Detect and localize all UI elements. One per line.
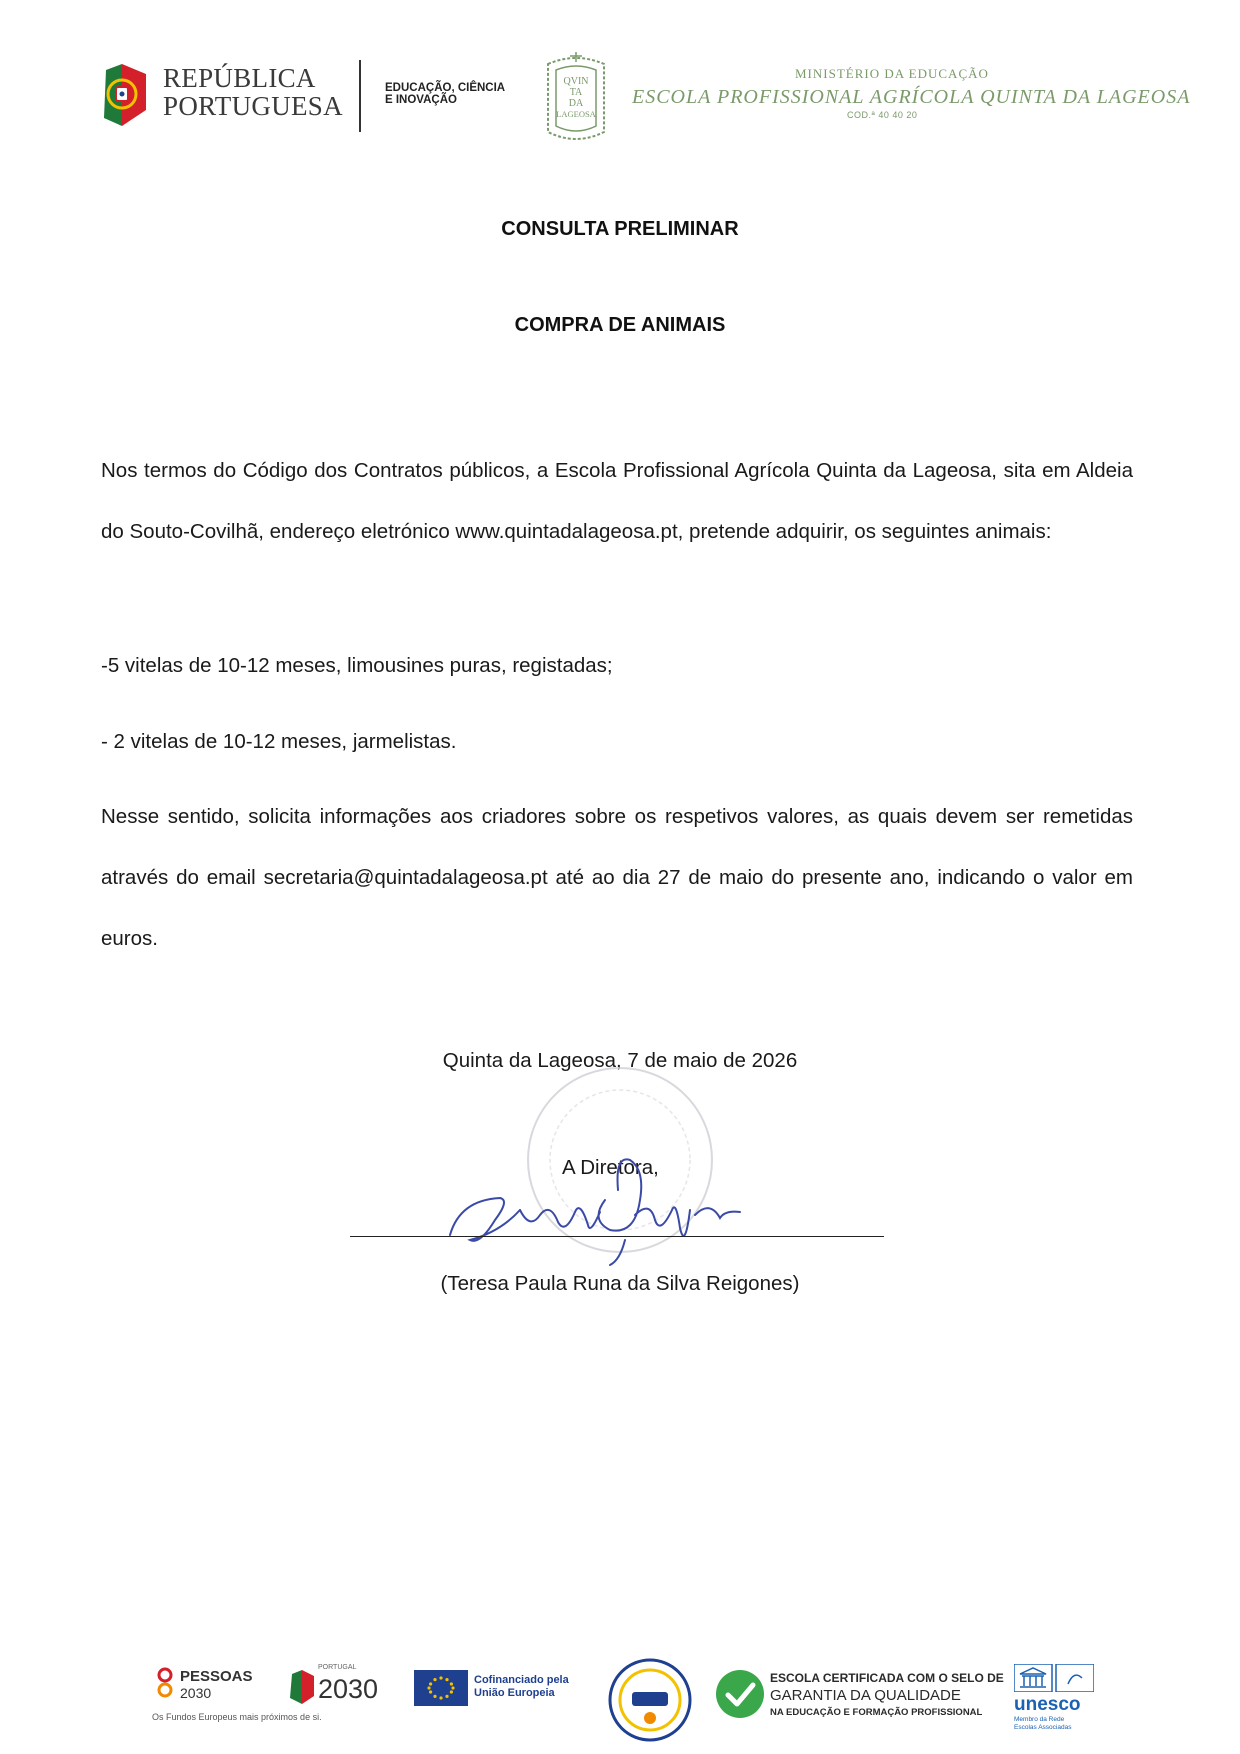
- eu-cofinancing: [474, 1674, 569, 1700]
- quality-check-icon: [714, 1668, 766, 1720]
- header-divider: [359, 60, 361, 132]
- seal-text-1: QVIN: [563, 76, 589, 87]
- ministry-area-line2: E INOVAÇÃO: [385, 94, 457, 106]
- handwritten-signature-icon: [440, 1140, 800, 1270]
- unesco-network: [1014, 1716, 1071, 1732]
- signature-line: [350, 1236, 884, 1237]
- unesco-name: unesco: [1014, 1694, 1081, 1715]
- school-code: COD.ª 40 40 20: [847, 110, 918, 120]
- construcao-badge-icon: [608, 1658, 692, 1742]
- document-subtitle: COMPRA DE ANIMAIS: [514, 314, 726, 336]
- republica-portuguesa-emblem-icon: [100, 60, 152, 130]
- signer-role: A Diretora,: [562, 1156, 659, 1179]
- unesco-network-line1: Membro da Rede: [1014, 1716, 1065, 1723]
- seal-text-3: DA: [568, 98, 584, 109]
- eu-cofinancing-line2: União Europeia: [474, 1687, 555, 1699]
- school-name: ESCOLA PROFISSIONAL AGRÍCOLA QUINTA DA LAGEOSA: [632, 86, 1191, 108]
- eu-flag-icon: [414, 1670, 468, 1706]
- signer-name: (Teresa Paula Runa da Silva Reigones): [440, 1272, 800, 1295]
- government-name-line1: REPÚBLICA: [163, 63, 316, 93]
- government-name: [163, 64, 343, 120]
- unesco-temple-icon: [1014, 1664, 1094, 1692]
- ministry-area-line1: EDUCAÇÃO, CIÊNCIA: [385, 82, 506, 94]
- seal-text-2: TA: [569, 87, 583, 98]
- unesco-network-line2: Escolas Associadas: [1014, 1724, 1072, 1731]
- item-limousine: -5 vitelas de 10-12 meses, limousines puras, registadas;: [101, 654, 613, 677]
- document-title: CONSULTA PRELIMINAR: [501, 218, 739, 240]
- quality-line2: GARANTIA DA QUALIDADE: [770, 1687, 961, 1704]
- ministry-name: MINISTÉRIO DA EDUCAÇÃO: [795, 66, 989, 81]
- ministry-area: [385, 82, 505, 106]
- paragraph-intro: Nos termos do Código dos Contratos públicos, a Escola Profissional Agrícola Quinta da Lageosa, sita em Aldeia do Souto-Covilhã, endereço eletrónico www.quintadalageosa.pt, pretende adquirir, os seguintes animais:: [101, 459, 1133, 543]
- quality-certification: [770, 1670, 1004, 1721]
- quality-line1: ESCOLA CERTIFICADA COM O SELO DE: [770, 1671, 1004, 1685]
- pessoas-tagline: Os Fundos Europeus mais próximos de si.: [152, 1712, 322, 1722]
- portugal-2030-logo-icon: [288, 1668, 316, 1706]
- paragraph-request: Nesse sentido, solicita informações aos criadores sobre os respetivos valores, as quais devem ser remetidas através do email secretaria@quintadalageosa.pt até ao dia 27 de maio do presente ano, indicando o valor em euros.: [101, 805, 1133, 950]
- pessoas-logo-text: PESSOAS: [180, 1668, 253, 1685]
- pessoas-2030-logo-icon: [152, 1666, 178, 1700]
- eu-cofinancing-line1: Cofinanciado pela: [474, 1674, 569, 1686]
- school-seal-icon: [536, 50, 616, 150]
- item-jarmelista: - 2 vitelas de 10-12 meses, jarmelistas.: [101, 730, 457, 753]
- place-date: Quinta da Lageosa, 7 de maio de 2026: [442, 1049, 798, 1072]
- government-name-line2: PORTUGUESA: [163, 91, 343, 121]
- seal-text-4: LAGEOSA: [556, 109, 596, 119]
- pessoas-logo-year: 2030: [180, 1685, 212, 1701]
- portugal-2030-label: PORTUGAL: [318, 1664, 357, 1671]
- quality-line3: NA EDUCAÇÃO E FORMAÇÃO PROFISSIONAL: [770, 1707, 983, 1718]
- portugal-2030-year: 2030: [318, 1674, 379, 1704]
